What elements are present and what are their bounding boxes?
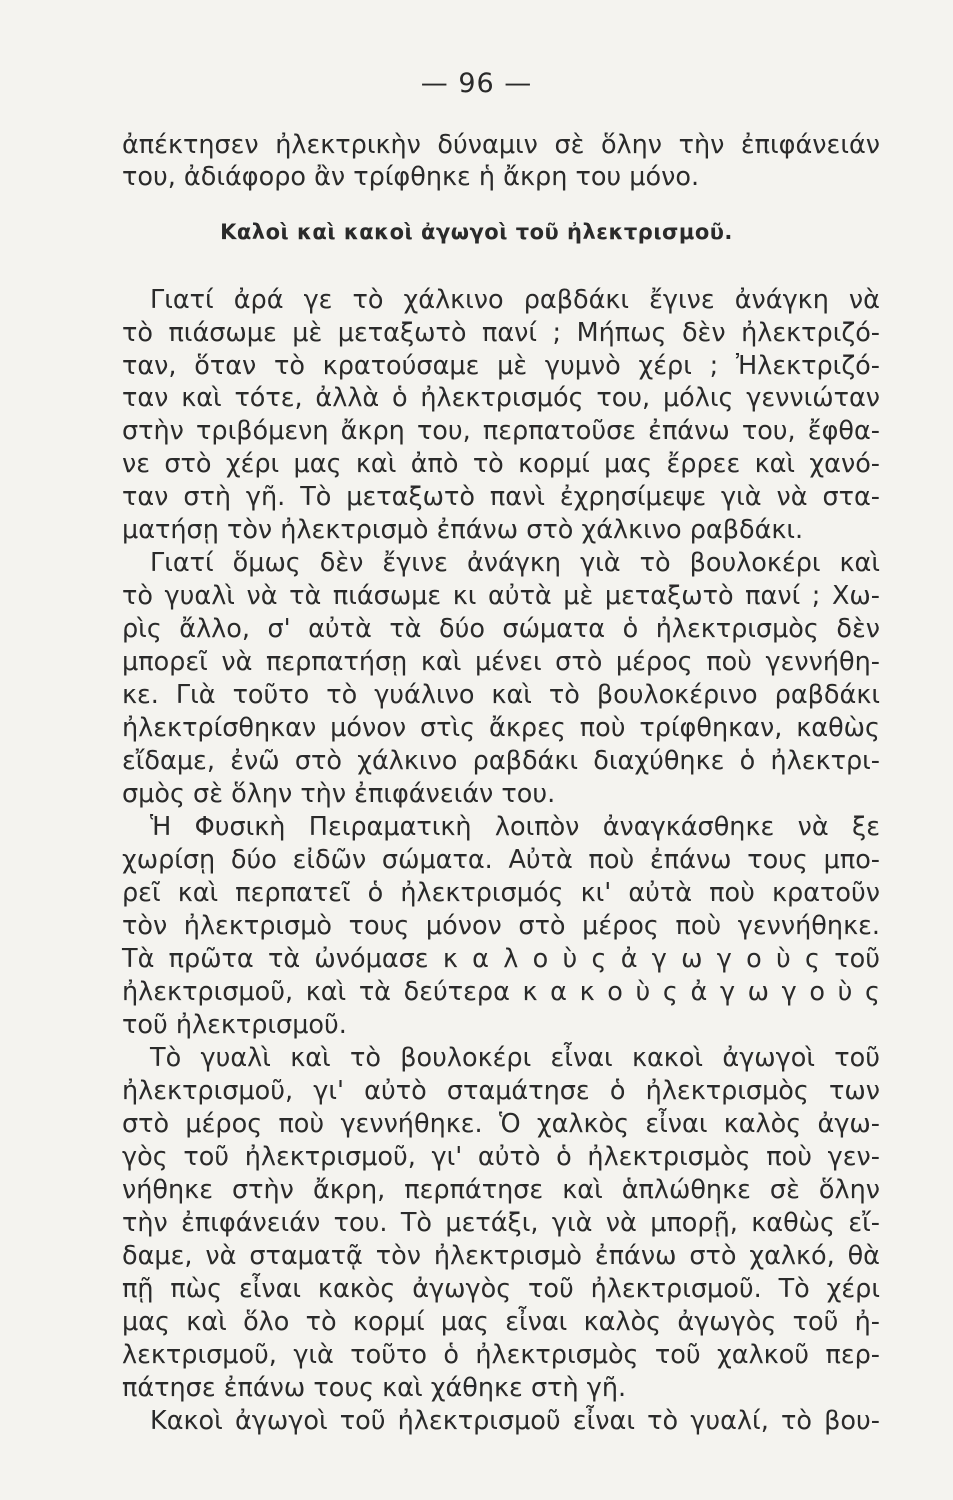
paragraph-line: νε στὸ χέρι μας καὶ ἀπὸ τὸ κορμί μας ἔρρεε καὶ χανό-: [122, 449, 880, 479]
paragraph-line: εἴδαμε, ἐνῶ στὸ χάλκινο ραβδάκι διαχύθηκε ὁ ἠλεκτρι-: [122, 746, 880, 776]
paragraph-line: πῇ πὼς εἶναι κακὸς ἀγωγὸς τοῦ ἠλεκτρισμοῦ. Τὸ χέρι: [122, 1274, 880, 1304]
paragraph-line: κε. Γιὰ τοῦτο τὸ γυάλινο καὶ τὸ βουλοκέρινο ραβδάκι: [122, 680, 880, 710]
paragraph-line: Κακοὶ ἀγωγοὶ τοῦ ἠλεκτρισμοῦ εἶναι τὸ γυαλί, τὸ βου-: [150, 1406, 880, 1436]
paragraph-line: ἠλεκτρισμοῦ, καὶ τὰ δεύτερα κ α κ ο ὺ ς ἀ γ ω γ ο ὺ ς: [122, 977, 880, 1007]
paragraph-line: λεκτρισμοῦ, γιὰ τοῦτο ὁ ἠλεκτρισμὸς τοῦ χαλκοῦ περ-: [122, 1340, 880, 1370]
paragraph-line: δαμε, νὰ σταματᾷ τὸν ἠλεκτρισμὸ ἐπάνω στὸ χαλκό, θὰ: [122, 1241, 880, 1271]
paragraph-line: Γιατί ὅμως δὲν ἔγινε ἀνάγκη γιὰ τὸ βουλοκέρι καὶ: [150, 548, 880, 578]
paragraph-line: ἠλεκτρίσθηκαν μόνον στὶς ἄκρες ποὺ τρίφθηκαν, καθὼς: [122, 713, 880, 743]
paragraph-line: στὴν τριβόμενη ἄκρη του, περπατοῦσε ἐπάνω του, ἔφθα-: [122, 416, 880, 446]
paragraph-line: σμὸς σὲ ὅλην τὴν ἐπιφάνειάν του.: [122, 779, 556, 809]
paragraph-line: τὸ γυαλὶ νὰ τὰ πιάσωμε κι αὐτὰ μὲ μεταξωτὸ πανί ; Χω-: [122, 581, 880, 611]
paragraph-line: μπορεῖ νὰ περπατήσῃ καὶ μένει στὸ μέρος ποὺ γεννήθη-: [122, 647, 880, 677]
paragraph-line: στὸ μέρος ποὺ γεννήθηκε. Ὁ χαλκὸς εἶναι καλὸς ἀγω-: [122, 1109, 880, 1139]
paragraph-line: ἠλεκτρισμοῦ, γι' αὐτὸ σταμάτησε ὁ ἠλεκτρισμὸς των: [122, 1076, 880, 1106]
paragraph-line: τὸ πιάσωμε μὲ μεταξωτὸ πανί ; Μήπως δὲν ἠλεκτριζό-: [122, 318, 880, 348]
paragraph-line: ταν καὶ τότε, ἀλλὰ ὁ ἠλεκτρισμός του, μόλις γεννιώταν: [122, 383, 880, 413]
intro-line-2: του, ἀδιάφορο ἂν τρίφθηκε ἡ ἄκρη του μόνο.: [122, 162, 700, 192]
paragraph-line: ταν στὴ γῆ. Τὸ μεταξωτὸ πανὶ ἐχρησίμεψε γιὰ νὰ στα-: [122, 482, 880, 512]
paragraph-line: τὴν ἐπιφάνειάν του. Τὸ μετάξι, γιὰ νὰ μπορῇ, καθὼς εἴ-: [122, 1208, 880, 1238]
intro-line-1: ἀπέκτησεν ἠλεκτρικὴν δύναμιν σὲ ὅλην τὴν ἐπιφάνειάν: [122, 130, 880, 160]
page-number: — 96 —: [420, 68, 533, 99]
section-heading: Καλοὶ καὶ κακοὶ ἀγωγοὶ τοῦ ἠλεκτρισμοῦ.: [220, 220, 733, 244]
paragraph-line: πάτησε ἐπάνω τους καὶ χάθηκε στὴ γῆ.: [122, 1373, 627, 1403]
paragraph-line: ταν, ὅταν τὸ κρατούσαμε μὲ γυμνὸ χέρι ; Ἠλεκτριζό-: [122, 351, 880, 381]
paragraph-line: Τὰ πρῶτα τὰ ὠνόμασε κ α λ ο ὺ ς ἀ γ ω γ ο ὺ ς τοῦ: [122, 944, 880, 974]
paragraph-line: Ἡ Φυσικὴ Πειραματικὴ λοιπὸν ἀναγκάσθηκε νὰ ξε: [150, 812, 880, 842]
paragraph-line: ματήσῃ τὸν ἠλεκτρισμὸ ἐπάνω στὸ χάλκινο ραβδάκι.: [122, 515, 804, 545]
paragraph-line: γὸς τοῦ ἠλεκτρισμοῦ, γι' αὐτὸ ὁ ἠλεκτρισμὸς ποὺ γεν-: [122, 1142, 880, 1172]
paragraph-line: ρὶς ἄλλο, σ' αὐτὰ τὰ δύο σώματα ὁ ἠλεκτρισμὸς δὲν: [122, 614, 880, 644]
paragraph-line: Τὸ γυαλὶ καὶ τὸ βουλοκέρι εἶναι κακοὶ ἀγωγοὶ τοῦ: [150, 1043, 880, 1073]
paragraph-line: νήθηκε στὴν ἄκρη, περπάτησε καὶ ἁπλώθηκε σὲ ὅλην: [122, 1175, 880, 1205]
paragraph-line: τοῦ ἠλεκτρισμοῦ.: [122, 1010, 347, 1040]
paragraph-line: χωρίσῃ δύο εἰδῶν σώματα. Αὐτὰ ποὺ ἐπάνω τους μπο-: [122, 845, 880, 875]
paragraph-line: μας καὶ ὅλο τὸ κορμί μας εἶναι καλὸς ἀγωγὸς τοῦ ἠ-: [122, 1307, 880, 1337]
paragraph-line: ρεῖ καὶ περπατεῖ ὁ ἠλεκτρισμός κι' αὐτὰ ποὺ κρατοῦν: [122, 878, 880, 908]
paragraph-line: Γιατί ἀρά γε τὸ χάλκινο ραβδάκι ἔγινε ἀνάγκη νὰ: [150, 285, 880, 315]
paragraph-line: τὸν ἠλεκτρισμὸ τους μόνον στὸ μέρος ποὺ γεννήθηκε.: [122, 911, 880, 941]
